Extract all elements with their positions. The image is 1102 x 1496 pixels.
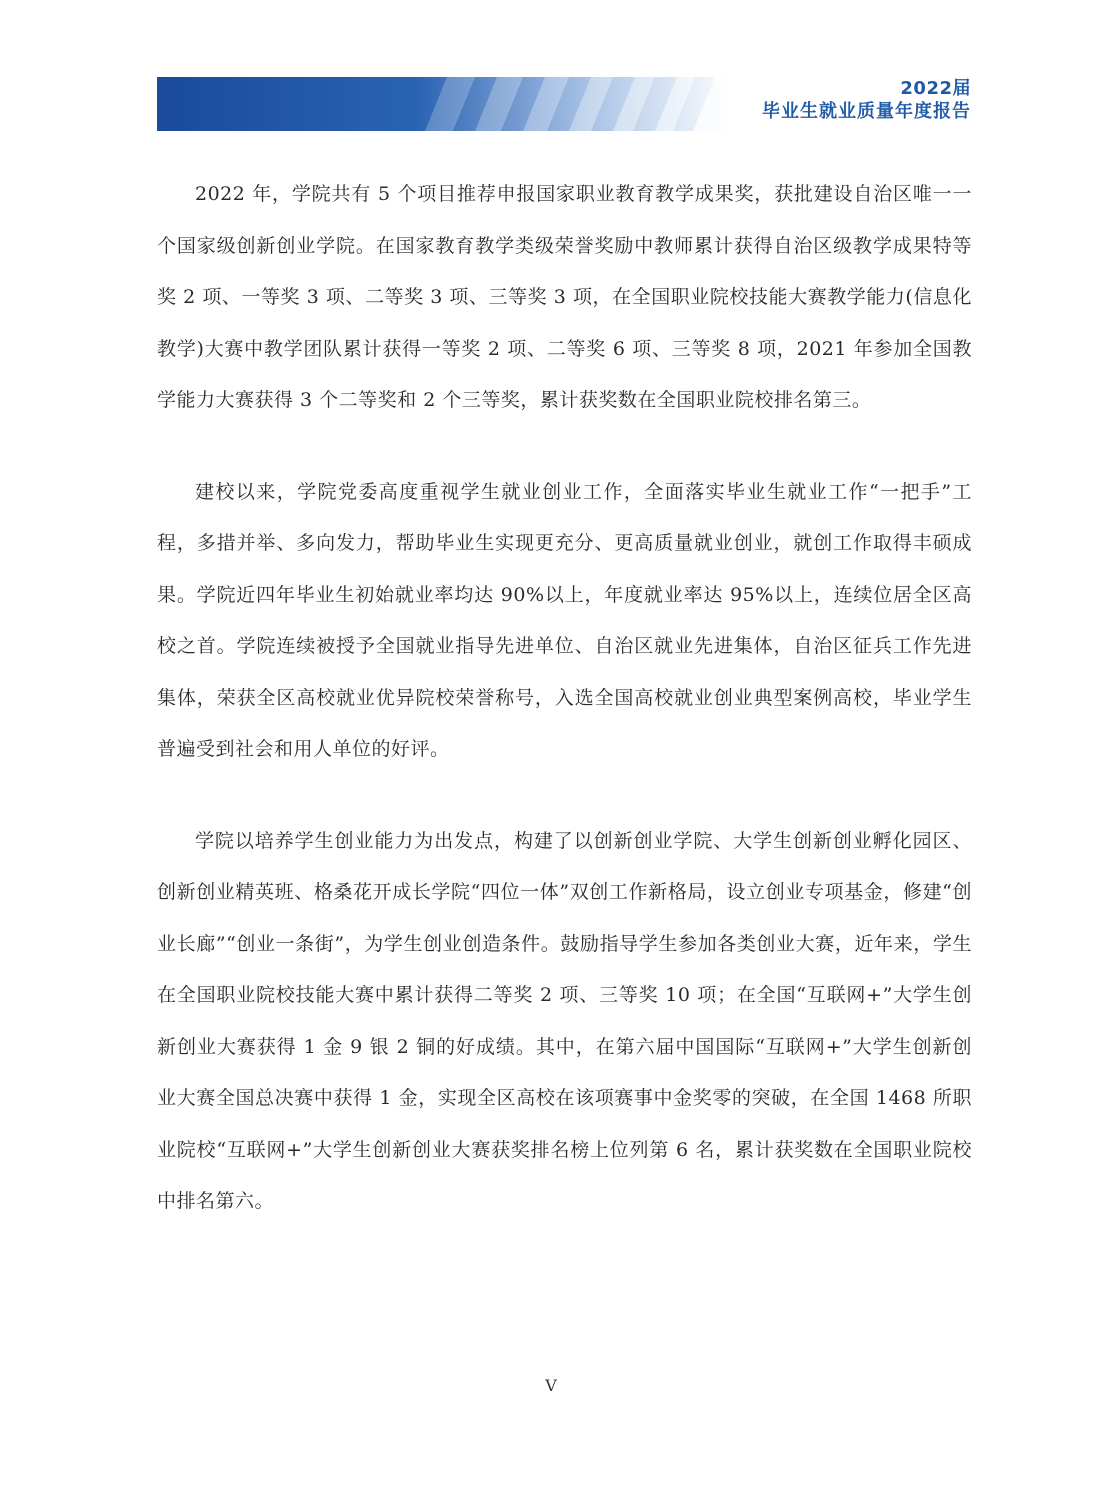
header-decorative-band [157,77,735,131]
report-body [157,169,972,1268]
header-subtitle: 毕业生就业质量年度报告 [762,100,971,122]
report-header-title [762,78,971,123]
paragraph-employment-work: 建校以来，学院党委高度重视学生就业创业工作，全面落实毕业生就业工作“一把手”工程，多措并举、多向发力，帮助毕业生实现更充分、更高质量就业创业，就创工作取得丰硕成果。学院近四年毕业生初始就业率均达 90%以上，年度就业率达 95%以上，连续位居全区高校之首。学院连续被授予全国就业指导先进单位、自治区就业先进集体，自治区征兵工作先进集体，荣获全区高校就业优异院校荣誉称号，入选全国高校就业创业典型案例高校，毕业学生普遍受到社会和用人单位的好评。 [157,480,972,760]
paragraph-entrepreneurship: 学院以培养学生创业能力为出发点，构建了以创新创业学院、大学生创新创业孵化园区、创新创业精英班、格桑花开成长学院“四位一体”双创工作新格局，设立创业专项基金，修建“创业长廊”“创业一条街”，为学生创业创造条件。鼓励指导学生参加各类创业大赛，近年来，学生在全国职业院校技能大赛中累计获得二等奖 2 项、三等奖 10 项；在全国“互联网+”大学生创新创业大赛获得 1 金 9 银 2 铜的好成绩。其中，在第六届中国国际“互联网+”大学生创新创业大赛全国总决赛中获得 1 金，实现全区高校在该项赛事中金奖零的突破，在全国 1468 所职业院校“互联网+”大学生创新创业大赛获奖排名榜上位列第 6 名，累计获奖数在全国职业院校中排名第六。 [157,829,972,1212]
paragraph-teaching-achievements: 2022 年，学院共有 5 个项目推荐申报国家职业教育教学成果奖，获批建设自治区唯一一个国家级创新创业学院。在国家教育教学类级荣誉奖励中教师累计获得自治区级教学成果特等奖 2 项、一等奖 3 项、二等奖 3 项、三等奖 3 项，在全国职业院校技能大赛教学能力(信息化教学)大赛中教学团队累计获得一等奖 2 项、二等奖 6 项、三等奖 8 项，2021 年参加全国教学能力大赛获得 3 个二等奖和 2 个三等奖，累计获奖数在全国职业院校排名第三。 [157,183,972,411]
header-year: 2022届 [900,78,971,99]
page-number: V [545,1376,557,1395]
